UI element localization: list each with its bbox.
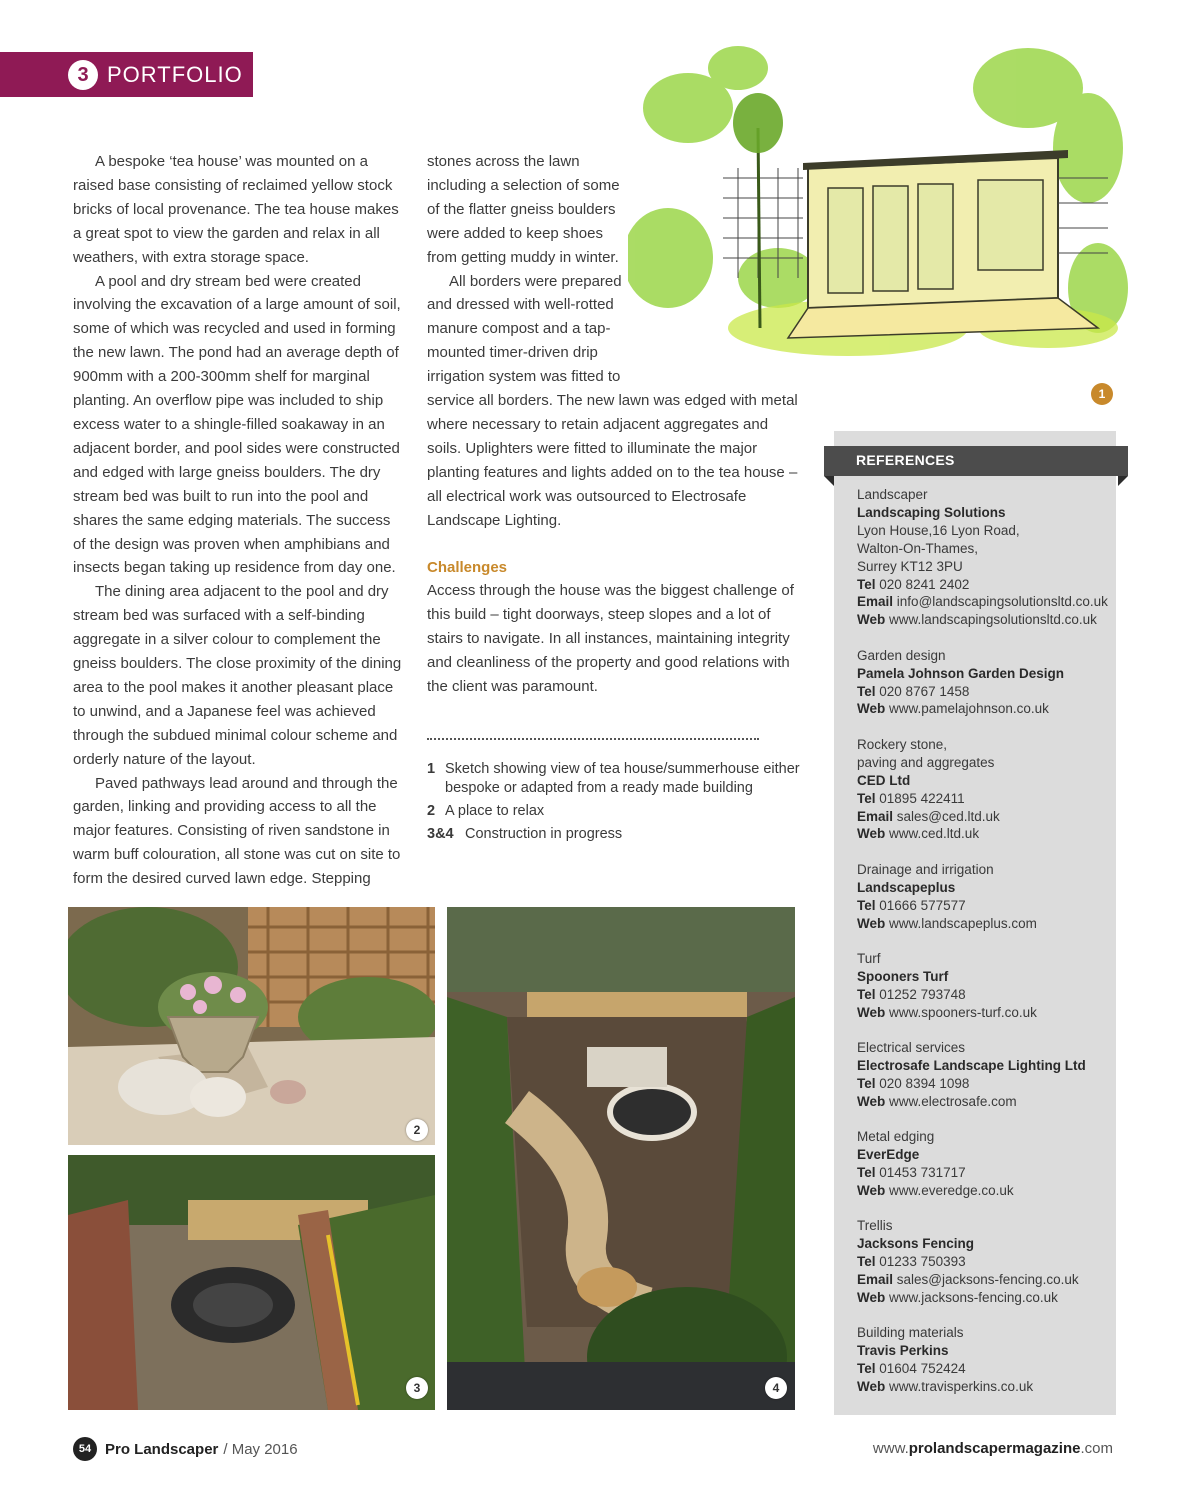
tel-value: 020 8767 1458	[879, 683, 970, 699]
reference-company: CED Ltd	[857, 772, 911, 788]
caption-text: Sketch showing view of tea house/summerhouse either bespoke or adapted from a ready made building	[445, 761, 800, 796]
web-label: Web	[857, 612, 886, 628]
reference-entry	[857, 1324, 1117, 1396]
construction-aerial-image	[447, 907, 795, 1410]
section-number-badge: 3	[68, 60, 98, 90]
reference-entry	[857, 1039, 1117, 1111]
web-label: Web	[857, 1093, 886, 1109]
reference-category: Rockery stone,	[857, 736, 948, 752]
reference-web	[857, 1004, 1117, 1022]
magazine-name: Pro Landscaper	[105, 1440, 219, 1458]
tel-label: Tel	[857, 1165, 876, 1180]
tel-value: 020 8241 2402	[879, 576, 970, 592]
article-paragraph: The dining area adjacent to the pool and dry stream bed was surfaced with a self-binding aggregate in a silver colour to complement the gneiss boulders. The close proximity of the dining area to the pool makes it another pleasant place to unwind, and a Japanese feel was achieved through the subdued minimal colour scheme and orderly nature of the layout.	[73, 583, 402, 768]
reference-tel	[857, 986, 1117, 1004]
references-list	[857, 486, 1117, 1413]
figure-badge-4: 4	[765, 1377, 787, 1399]
web-value: www.electrosafe.com	[889, 1093, 1017, 1109]
tel-value: 01604 752424	[879, 1361, 966, 1377]
reference-entry	[857, 1128, 1117, 1200]
url-domain: prolandscapermagazine	[908, 1440, 1081, 1457]
email-value: info@landscapingsolutionsltd.co.uk	[896, 594, 1108, 610]
reference-address-line: Lyon House,16 Lyon Road,	[857, 522, 1020, 538]
caption-divider	[427, 738, 759, 740]
reference-company: Spooners Turf	[857, 968, 949, 984]
reference-category: Building materials	[857, 1325, 964, 1341]
web-value: www.travisperkins.co.uk	[889, 1379, 1034, 1395]
caption-item	[427, 802, 807, 821]
page-number: 54	[73, 1437, 97, 1461]
caption-item	[427, 760, 807, 798]
challenges-heading: Challenges	[427, 558, 508, 576]
reference-category: Electrical services	[857, 1040, 966, 1056]
web-label: Web	[857, 1182, 886, 1198]
reference-tel	[857, 897, 1117, 915]
caption-item	[427, 825, 807, 844]
construction-pond-image	[68, 1155, 435, 1410]
article-paragraph: A bespoke ‘tea house’ was mounted on a raised base consisting of reclaimed yellow stock bricks of local provenance. The tea house makes a great spot to view the garden and relax in all weathers, with extra storage space.	[73, 153, 399, 266]
reference-company: EverEdge	[857, 1147, 920, 1163]
article-paragraph: Access through the house was the biggest challenge of this build – tight doorways, steep slopes and a lot of stairs to navigate. In all instances, maintaining integrity and cleanliness of the property and good relations with the client was paramount.	[427, 582, 794, 696]
photo-construction-pond	[68, 1155, 435, 1410]
web-label: Web	[857, 826, 886, 842]
reference-web	[857, 1378, 1117, 1396]
tel-label: Tel	[857, 1254, 876, 1270]
reference-web	[857, 825, 1117, 843]
article-paragraph: All borders were prepared and dressed with well-rotted manure compost and a tap-mounted timer-driven drip irrigation system was fitted to	[427, 272, 622, 386]
section-label: PORTFOLIO	[107, 62, 243, 87]
figure-badge-1: 1	[1091, 383, 1113, 405]
email-label: Email	[857, 594, 894, 610]
tel-label: Tel	[857, 790, 876, 806]
tel-value: 01895 422411	[879, 790, 965, 806]
tel-value: 01233 750393	[879, 1254, 966, 1270]
photo-construction-aerial	[447, 907, 795, 1410]
reference-company: Travis Perkins	[857, 1343, 949, 1359]
reference-tel	[857, 1075, 1117, 1093]
reference-company: Pamela Johnson Garden Design	[857, 665, 1065, 681]
web-value: www.ced.ltd.uk	[889, 826, 980, 842]
email-label: Email	[857, 1272, 894, 1288]
tea-house-sketch	[628, 28, 1128, 388]
reference-category: paving and aggregates	[857, 754, 995, 770]
reference-tel	[857, 790, 1117, 808]
web-label: Web	[857, 1379, 886, 1395]
reference-company: Jacksons Fencing	[857, 1236, 975, 1252]
reference-web	[857, 700, 1117, 718]
email-value: sales@ced.ltd.uk	[896, 808, 1000, 824]
reference-company: Electrosafe Landscape Lighting Ltd	[857, 1057, 1086, 1073]
tel-label: Tel	[857, 576, 876, 592]
reference-entry	[857, 736, 1117, 843]
reference-category: Turf	[857, 950, 881, 966]
references-ribbon-fold-right	[1118, 476, 1128, 486]
caption-number: 3&4	[427, 826, 454, 842]
email-label: Email	[857, 808, 894, 824]
tel-label: Tel	[857, 897, 876, 913]
web-label: Web	[857, 701, 886, 717]
reference-tel	[857, 683, 1117, 701]
caption-text: A place to relax	[445, 803, 545, 819]
article-paragraph: Paved pathways lead around and through the garden, linking and providing access to all the major features. Consisting of riven sandstone in warm buff colouration, all stone was cut on site to form the desired curved lawn edge. Stepping	[73, 774, 401, 888]
caption-number: 2	[427, 803, 436, 819]
reference-tel	[857, 1253, 1117, 1271]
reference-entry	[857, 861, 1117, 933]
tel-label: Tel	[857, 1075, 876, 1091]
tel-value: 01666 577577	[879, 897, 966, 913]
web-value: www.spooners-turf.co.uk	[889, 1004, 1037, 1020]
reference-web	[857, 1093, 1117, 1111]
relax-photo-image	[68, 907, 435, 1145]
figure-badge-2: 2	[406, 1119, 428, 1141]
reference-category: Trellis	[857, 1218, 893, 1234]
web-value: www.everedge.co.uk	[889, 1182, 1014, 1198]
reference-entry	[857, 647, 1117, 719]
references-ribbon-fold-left	[824, 476, 834, 486]
caption-number: 1	[427, 761, 436, 777]
reference-web	[857, 915, 1117, 933]
reference-company: Landscapeplus	[857, 879, 956, 895]
reference-tel	[857, 1164, 1117, 1182]
reference-address-line: Walton-On-Thames,	[857, 540, 979, 556]
caption-text: Construction in progress	[465, 826, 623, 842]
tel-value: 01453 731717	[879, 1165, 966, 1180]
web-value: www.landscapeplus.com	[889, 915, 1037, 931]
tel-value: 020 8394 1098	[879, 1075, 970, 1091]
tel-label: Tel	[857, 1361, 876, 1377]
reference-category: Landscaper	[857, 487, 928, 502]
article-paragraph: service all borders. The new lawn was edged with metal where necessary to retain adjacent aggregates and soils. Uplighters were fitted to illuminate the major planting features and lights added on to the tea house – all electrical work was outsourced to Electrosafe Landscape Lighting.	[427, 392, 798, 529]
web-label: Web	[857, 915, 886, 931]
article-paragraph: A pool and dry stream bed were created involving the excavation of a large amount of soil, some of which was recycled and used in forming the new lawn. The pond had an average depth of 900mm with a 200-300mm shelf for marginal planting. An overflow pipe was included to ship excess water to a shingle-filled soakaway in an adjacent border, and pool sides were constructed and edged with large gneiss boulders. The dry stream bed was built to run into the pool and shares the same edging materials. The success of the design was proven when amphibians and insects began taking up residence from day one.	[73, 272, 401, 577]
figure-captions	[427, 760, 807, 848]
photo-place-to-relax	[68, 907, 435, 1145]
reference-email	[857, 1271, 1117, 1289]
footer-url[interactable]	[873, 1440, 1113, 1457]
reference-web	[857, 611, 1117, 629]
references-title: REFERENCES	[824, 446, 1128, 476]
url-suffix: .com	[1080, 1440, 1113, 1457]
web-value: www.landscapingsolutionsltd.co.uk	[889, 612, 1097, 628]
email-value: sales@jacksons-fencing.co.uk	[896, 1272, 1079, 1288]
reference-category: Metal edging	[857, 1129, 935, 1145]
reference-web	[857, 1182, 1117, 1200]
url-prefix: www.	[872, 1440, 909, 1457]
web-value: www.jacksons-fencing.co.uk	[889, 1289, 1058, 1305]
reference-entry	[857, 1217, 1117, 1307]
web-value: www.pamelajohnson.co.uk	[889, 701, 1049, 717]
reference-email	[857, 808, 1117, 826]
reference-tel	[857, 576, 1117, 594]
tel-label: Tel	[857, 683, 876, 699]
reference-tel	[857, 1360, 1117, 1378]
reference-category: Drainage and irrigation	[857, 861, 994, 877]
tel-label: Tel	[857, 986, 876, 1002]
reference-company: Landscaping Solutions	[857, 504, 1006, 520]
issue-date: / May 2016	[223, 1440, 298, 1458]
tel-value: 01252 793748	[879, 986, 966, 1002]
reference-web	[857, 1289, 1117, 1307]
reference-entry	[857, 950, 1117, 1022]
web-label: Web	[857, 1289, 886, 1305]
web-label: Web	[857, 1004, 886, 1020]
reference-email	[857, 593, 1117, 611]
reference-address-line: Surrey KT12 3PU	[857, 558, 963, 574]
reference-category: Garden design	[857, 647, 946, 663]
figure-badge-3: 3	[406, 1377, 428, 1399]
article-column-1	[73, 150, 405, 891]
reference-entry	[857, 486, 1117, 629]
section-tab	[0, 52, 253, 97]
footer-left	[73, 1437, 298, 1461]
article-paragraph: stones across the lawn including a selection of some of the flatter gneiss boulders were added to keep shoes from getting muddy in winter.	[427, 153, 620, 266]
